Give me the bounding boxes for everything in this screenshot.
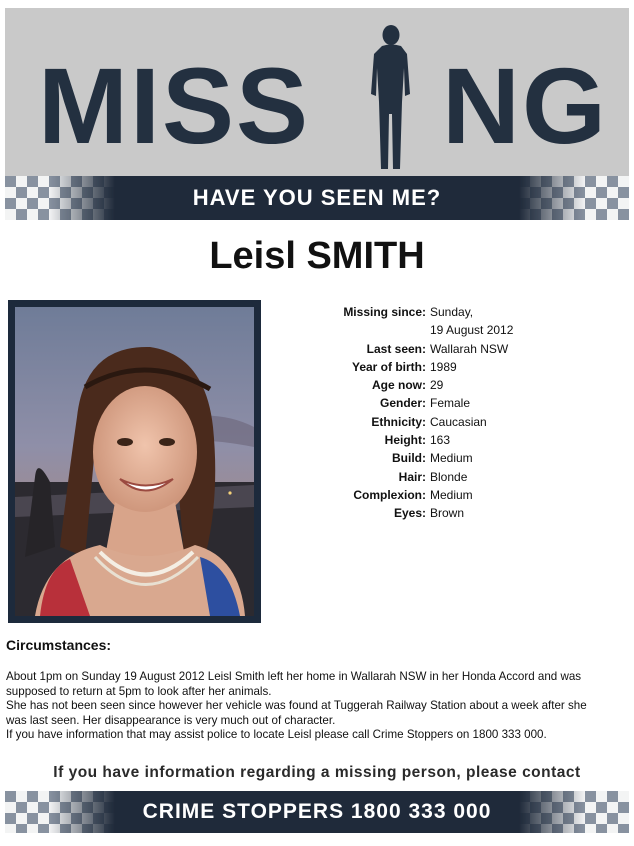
circumstances-line: About 1pm on Sunday 19 August 2012 Leisl Smith left her home in Wallarah NSW in her Honda Accord and was — [6, 670, 582, 683]
detail-value-line: Medium — [430, 487, 473, 502]
detail-label: Height: — [384, 433, 426, 448]
detail-row — [300, 413, 600, 431]
crime-stoppers-band — [5, 791, 629, 833]
detail-value — [430, 340, 600, 358]
detail-label: Build: — [392, 451, 426, 466]
details-list — [300, 303, 600, 523]
detail-value-line: 163 — [430, 433, 451, 448]
detail-label: Missing since: — [343, 305, 426, 319]
crime-stoppers-text: CRIME STOPPERS 1800 333 000 — [142, 800, 492, 823]
detail-label: Complexion: — [353, 487, 426, 502]
subtitle-band — [5, 176, 629, 220]
detail-value — [430, 431, 600, 449]
person-silhouette-icon — [360, 24, 420, 169]
detail-value-line: 1989 — [430, 359, 457, 374]
detail-row — [300, 394, 600, 412]
detail-label: Gender: — [379, 396, 426, 411]
detail-label: Ethnicity: — [371, 414, 426, 429]
circumstances-line: If you have information that may assist police to locate Leisl please call Crime Stoppers on 1800 333 000. — [6, 728, 547, 742]
detail-value-line: Medium — [430, 451, 473, 466]
detail-value — [430, 486, 600, 504]
detail-value-line: Female — [430, 396, 471, 411]
missing-title — [38, 45, 608, 166]
detail-row — [300, 486, 600, 504]
detail-row — [300, 468, 600, 486]
missing-title-left: MISS — [38, 45, 311, 166]
detail-label: Hair: — [398, 469, 426, 484]
detail-value — [430, 449, 600, 467]
person-photo — [15, 307, 254, 616]
detail-value — [430, 376, 600, 394]
detail-label: Age now: — [372, 378, 426, 393]
circumstances-text — [6, 670, 628, 743]
detail-value-line: 29 — [430, 378, 444, 393]
portrait-image — [15, 307, 254, 616]
subtitle-text: HAVE YOU SEEN ME? — [192, 185, 442, 210]
detail-label: Year of birth: — [351, 359, 426, 374]
circumstances-line: She has not been seen since however her vehicle was found at Tuggerah Railway Station about a week after she — [6, 699, 587, 713]
detail-value-line: Sunday, — [430, 305, 474, 319]
contact-line: If you have information regarding a missing person, please contact — [53, 764, 581, 781]
detail-row — [300, 376, 600, 394]
person-name: Leisl SMITH — [209, 235, 425, 277]
detail-value-line: Wallarah NSW — [430, 341, 509, 356]
circumstances-line: supposed to return at 5pm to look after her animals. — [6, 684, 272, 698]
detail-value-line: 19 August 2012 — [430, 323, 514, 338]
missing-title-right: NG — [441, 45, 608, 166]
detail-label: Eyes: — [393, 506, 426, 521]
detail-row — [300, 431, 600, 449]
detail-value-line: Brown — [430, 506, 465, 521]
detail-row — [300, 358, 600, 376]
missing-header — [5, 8, 629, 176]
detail-row — [300, 449, 600, 467]
detail-value-line: Caucasian — [430, 414, 487, 429]
detail-value — [430, 468, 600, 486]
detail-row — [300, 340, 600, 358]
detail-row — [300, 504, 600, 522]
detail-row — [300, 303, 600, 340]
detail-value — [430, 394, 600, 412]
circumstances-line: was last seen. Her disappearance is very much out of character. — [6, 713, 336, 727]
detail-label: Last seen: — [366, 341, 426, 356]
circumstances-heading: Circumstances: — [6, 637, 112, 653]
detail-value — [430, 504, 600, 522]
detail-value — [430, 358, 600, 376]
photo-frame — [8, 300, 261, 623]
detail-value — [430, 413, 600, 431]
detail-value — [430, 303, 600, 340]
detail-value-line: Blonde — [430, 469, 468, 484]
